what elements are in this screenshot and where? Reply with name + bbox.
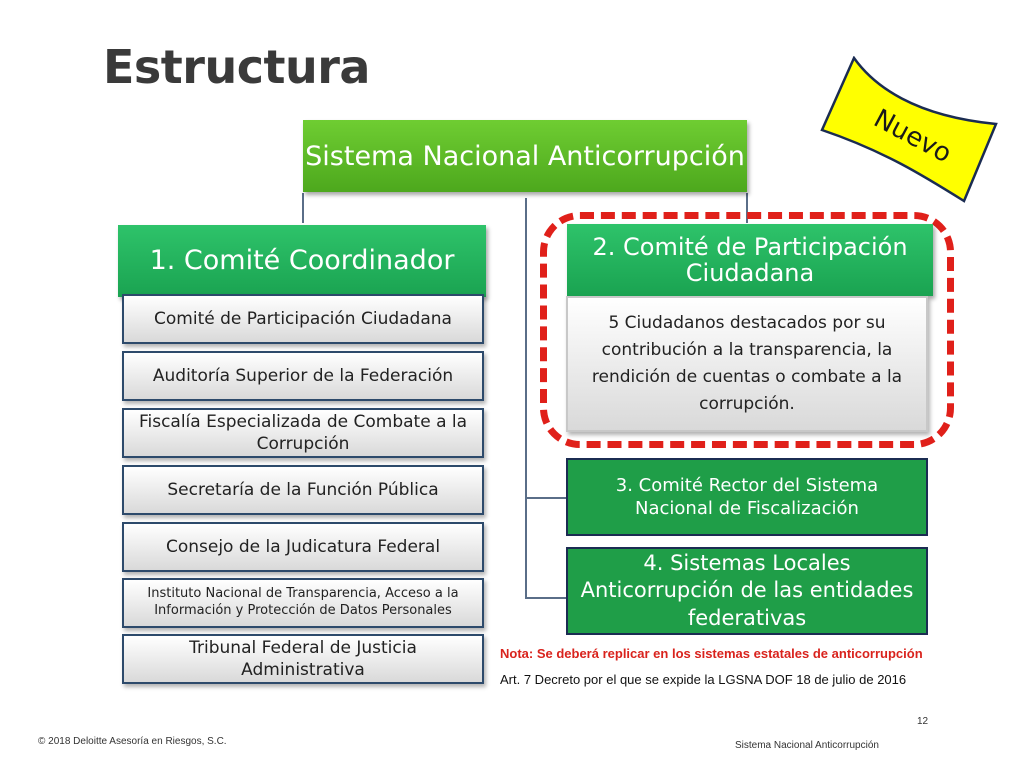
member-3-label: Fiscalía Especializada de Combate a la Corrupción	[138, 411, 468, 454]
copyright-text: © 2018 Deloitte Asesoría en Riesgos, S.C.	[38, 736, 227, 747]
member-7-label: Tribunal Federal de Justicia Administrativa	[189, 637, 417, 680]
connector-branch-4	[525, 597, 567, 599]
committee-2-label: 2. Comité de Participación Ciudadana	[592, 232, 908, 287]
committee-2-header	[567, 224, 933, 296]
member-2-label: Auditoría Superior de la Federación	[152, 365, 454, 386]
member-5-box	[122, 522, 484, 572]
committee-4-label: 4. Sistemas Locales Anticorrupción de las entidades federativas	[580, 551, 914, 630]
committee-2-description-box	[566, 296, 928, 432]
member-6-box	[122, 578, 484, 628]
member-6-label: Instituto Nacional de Transparencia, Acceso a la Información y Protección de Datos Personales	[147, 586, 459, 618]
page-title: Estructura	[103, 40, 370, 94]
page-number: 12	[917, 716, 929, 727]
member-3-box	[122, 408, 484, 458]
flag-label: Nuevo	[868, 103, 957, 170]
committee-3-box	[566, 458, 928, 536]
member-2-box	[122, 351, 484, 401]
member-5-label: Consejo de la Judicatura Federal	[165, 536, 441, 557]
committee-1-label: 1. Comité Coordinador	[149, 245, 455, 277]
root-node-label: Sistema Nacional Anticorrupción	[305, 140, 745, 172]
footer-title: Sistema Nacional Anticorrupción	[735, 740, 879, 751]
root-node	[303, 120, 747, 192]
connector-trunk	[525, 198, 527, 598]
committee-2-description: 5 Ciudadanos destacados por su contribución a la transparencia, la rendición de cuentas o combate a la corrupción.	[591, 312, 903, 415]
legal-reference: Art. 7 Decreto por el que se expide la LGSNA DOF 18 de julio de 2016	[500, 672, 907, 687]
committee-3-label: 3. Comité Rector del Sistema Nacional de Fiscalización	[615, 474, 879, 519]
member-1-box	[122, 294, 484, 344]
nuevo-flag-badge	[814, 56, 1004, 206]
committee-4-box	[566, 547, 928, 635]
member-4-box	[122, 465, 484, 515]
connector-branch-3	[525, 497, 567, 499]
replication-note: Nota: Se deberá replicar en los sistemas estatales de anticorrupción	[500, 646, 923, 661]
member-4-label: Secretaría de la Función Pública	[167, 479, 439, 500]
member-1-label: Comité de Participación Ciudadana	[154, 308, 452, 329]
connector-root-left	[302, 193, 304, 223]
member-7-box	[122, 634, 484, 684]
committee-1-header	[118, 225, 486, 297]
